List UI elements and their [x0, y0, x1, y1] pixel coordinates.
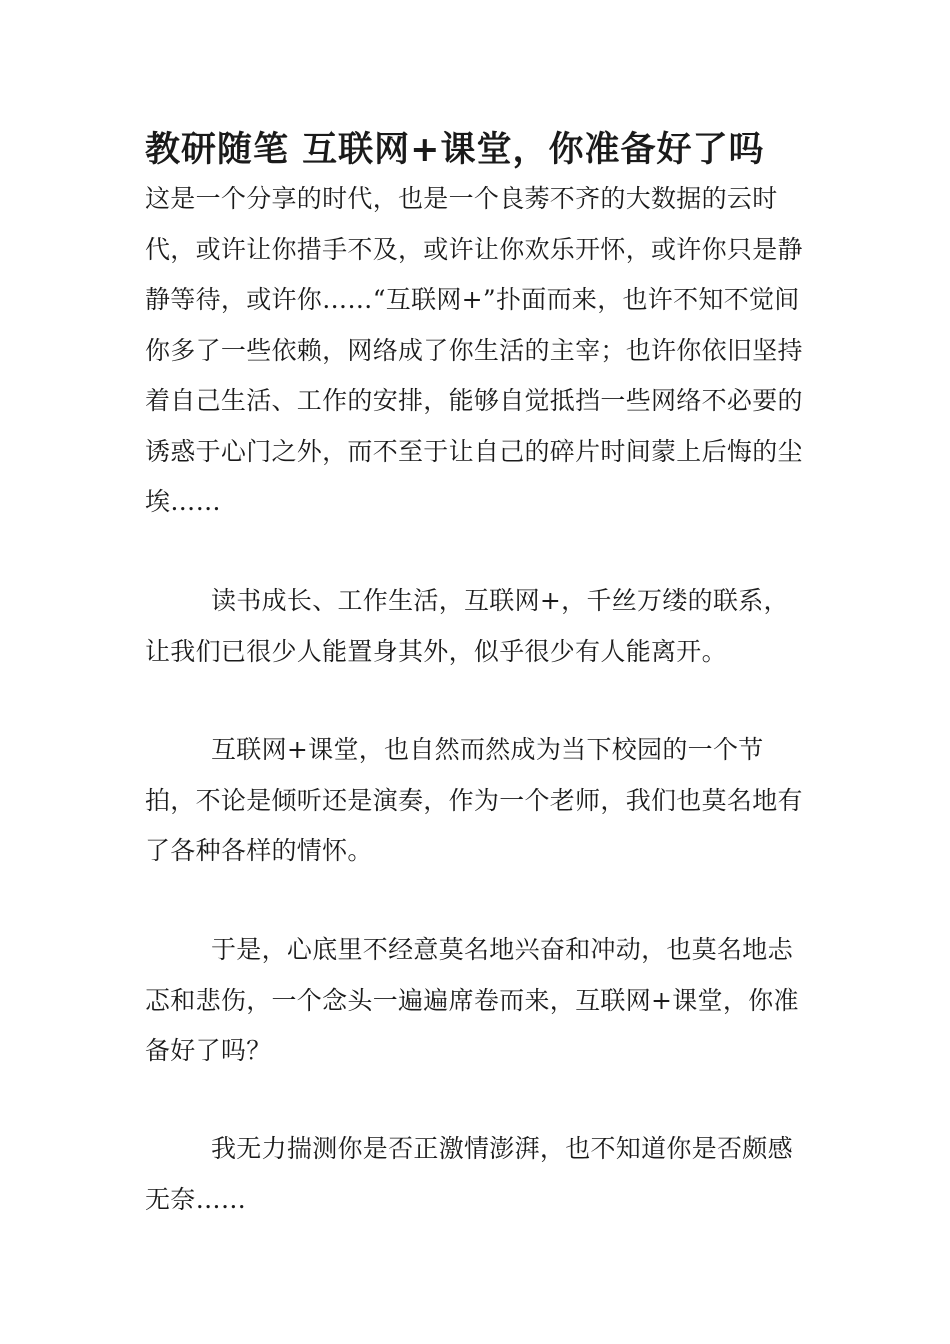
document-title: 教研随笔 互联网+课堂，你准备好了吗 [145, 130, 765, 170]
paragraph-reading-growth: 读书成长、工作生活，互联网+，千丝万缕的联系，让我们已很少人能置身其外，似乎很少有人能离开。 [145, 586, 789, 666]
paragraph-excitement: 于是，心底里不经意莫名地兴奋和冲动，也莫名地忐忑和悲伤，一个念头一遍遍席卷而来，互联网+课堂，你准备好了吗？ [145, 935, 799, 1065]
paragraph-closing: 我无力揣测你是否正激情澎湃，也不知道你是否颇感无奈…… [145, 1134, 793, 1214]
paragraph-internet-classroom: 互联网+课堂，也自然而然成为当下校园的一个节拍，不论是倾听还是演奏，作为一个老师，我们也莫名地有了各种各样的情怀。 [145, 735, 803, 865]
paragraph-intro: 这是一个分享的时代，也是一个良莠不齐的大数据的云时代，或许让你措手不及，或许让你欢乐开怀，或许你只是静静等待，或许你……“互联网+”扑面而来，也许不知不觉间你多了一些依赖，网络成了你生活的主宰；也许你依旧坚持着自己生活、工作的安排，能够自觉抵挡一些网络不必要的诱惑于心门之外，而不至于让自己的碎片时间蒙上后悔的尘埃…… [145, 184, 803, 516]
